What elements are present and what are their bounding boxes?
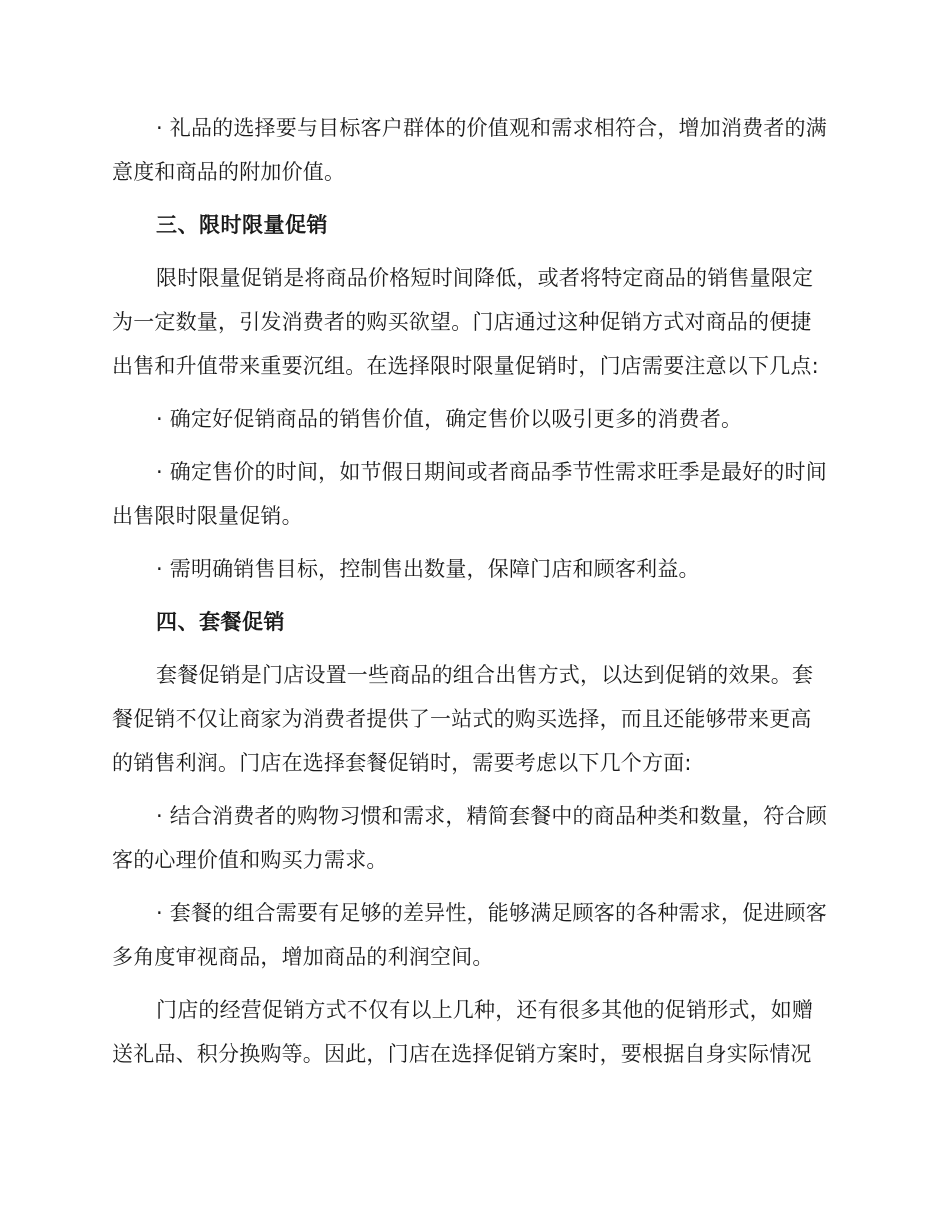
bullet-sale-timing: · 确定售价的时间，如节假日期间或者商品季节性需求旺季是最好的时间出售限时限量促销。 bbox=[112, 460, 827, 528]
document-page bbox=[112, 106, 832, 1085]
paragraph-conclusion: 门店的经营促销方式不仅有以上几种，还有很多其他的促销形式，如赠送礼品、积分换购等。因此，门店在选择促销方案时，要根据自身实际情况 bbox=[112, 998, 814, 1066]
bullet-gift-selection: · 礼品的选择要与目标客户群体的价值观和需求相符合，增加消费者的满意度和商品的附加价值。 bbox=[112, 116, 827, 184]
bullet-package-diversity: · 套餐的组合需要有足够的差异性，能够满足顾客的各种需求，促进顾客多角度审视商品，增加商品的利润空间。 bbox=[112, 901, 827, 969]
section-heading-limited-time: 三、限时限量促销 bbox=[156, 213, 328, 237]
bullet-shopping-habits: · 结合消费者的购物习惯和需求，精简套餐中的商品种类和数量，符合顾客的心理价值和购买力需求。 bbox=[112, 804, 827, 872]
section-heading-package: 四、套餐促销 bbox=[156, 610, 285, 634]
paragraph-limited-time-intro: 限时限量促销是将商品价格短时间降低，或者将特定商品的销售量限定为一定数量，引发消费者的购买欲望。门店通过这种促销方式对商品的便捷出售和升值带来重要沉组。在选择限时限量促销时，门店需要注意以下几点: bbox=[112, 266, 819, 378]
bullet-sales-value: · 确定好促销商品的销售价值，确定售价以吸引更多的消费者。 bbox=[156, 407, 743, 431]
paragraph-package-intro: 套餐促销是门店设置一些商品的组合出售方式，以达到促销的效果。套餐促销不仅让商家为消费者提供了一站式的购买选择，而且还能够带来更高的销售利润。门店在选择套餐促销时，需要考虑以下几个方面: bbox=[112, 663, 814, 775]
bullet-sales-target: · 需明确销售目标，控制售出数量，保障门店和顾客利益。 bbox=[156, 557, 700, 581]
